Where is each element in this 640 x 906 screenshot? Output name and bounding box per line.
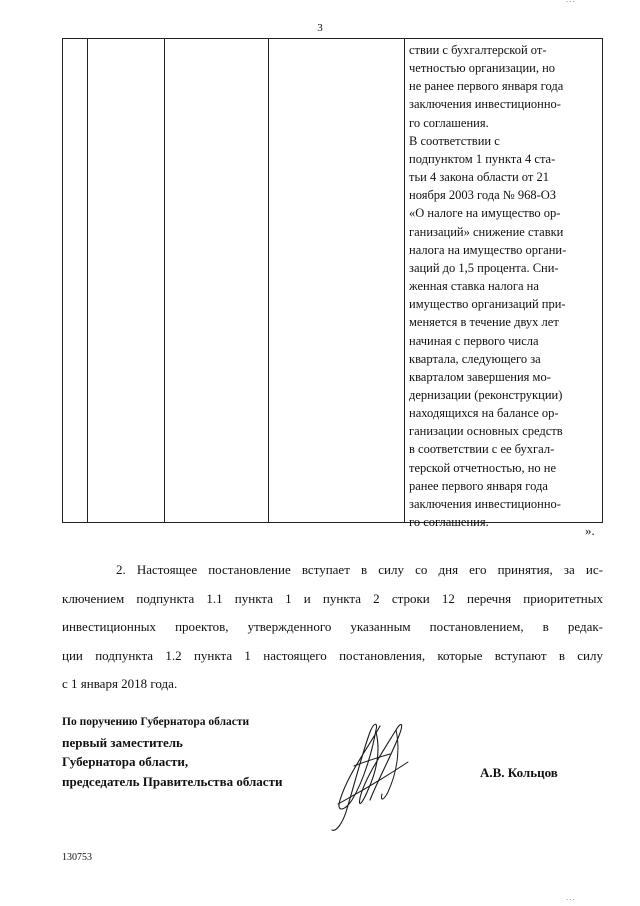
table-cell-line: кварталом завершения мо- <box>409 369 551 384</box>
handwritten-signature <box>318 708 422 836</box>
table-cell-line: женная ставка налога на <box>409 279 539 294</box>
paragraph-line: ключением подпункта 1.1 пункта 1 и пункта 2 строки 12 перечня приоритетных <box>62 590 603 606</box>
table-cell-line: заключения инвестиционно- <box>409 97 561 112</box>
corner-mark-top: ´´´ <box>566 0 576 8</box>
table-cell-line: ганизаций» снижение ставки <box>409 224 564 239</box>
continuation-table <box>62 38 603 530</box>
table-column-divider <box>268 39 269 522</box>
table-cell-line: ганизации основных средств <box>409 424 563 439</box>
table-cell-line: го соглашения. <box>409 515 489 530</box>
signatory-title <box>62 713 282 791</box>
document-code: 130753 <box>62 852 92 863</box>
table-cell-line: не ранее первого января года <box>409 79 564 94</box>
table-cell-line: в соответствии с ее бухгал- <box>409 442 555 457</box>
signatory-title-line: Губернатора области, <box>62 754 189 769</box>
table-cell-line: начиная с первого числа <box>409 333 539 348</box>
table-cell-line: заключения инвестиционно- <box>409 496 561 511</box>
table-cell-line: го соглашения. <box>409 115 489 130</box>
paragraph-line: с 1 января 2018 года. <box>62 676 178 691</box>
signatory-name: А.В. Кольцов <box>480 765 558 780</box>
table-cell-line: «О налоге на имущество ор- <box>409 206 561 221</box>
paragraph-line: ции подпункта 1.2 пункта 1 настоящего постановления, которые вступают в силу <box>62 647 603 663</box>
table-cell-line: дернизации (реконструкции) <box>409 387 563 402</box>
table-cell-line: квартала, следующего за <box>409 351 541 366</box>
corner-mark-bottom: ´´´ <box>566 898 576 906</box>
paragraph-line: 2. Настоящее постановление вступает в силу со дня его принятия, за ис- <box>116 562 603 577</box>
signatory-title-line: первый заместитель <box>62 734 183 750</box>
table-cell-line: четностью организации, но <box>409 61 556 76</box>
table-cell-line: меняется в течение двух лет <box>409 315 559 330</box>
table-cell-line: имущество организаций при- <box>409 297 566 312</box>
signatory-title-line: По поручению Губернатора области <box>62 716 250 728</box>
signatory-title-line: председатель Правительства области <box>62 773 283 789</box>
paragraph-line: инвестиционных проектов, утвержденного указанным постановлением, в редак- <box>62 619 603 634</box>
table-cell-line: терской отчетностью, но не <box>409 460 557 475</box>
table-column-divider <box>404 39 405 522</box>
page-number: 3 <box>317 22 323 34</box>
paragraph-2 <box>62 556 603 699</box>
table-cell-line: находящихся на балансе ор- <box>409 406 559 421</box>
table-cell-line: подпунктом 1 пункта 4 ста- <box>409 151 556 166</box>
table-cell-line: ранее первого января года <box>409 478 548 493</box>
table-cell-line: налога на имущество органи- <box>409 242 567 257</box>
table-cell-line: ствии с бухгалтерской от- <box>409 43 547 57</box>
table-cell-line: тьи 4 закона области от 21 <box>409 170 549 185</box>
table-column-divider <box>164 39 165 522</box>
table-cell-line: ноября 2003 года № 968-ОЗ <box>409 188 557 203</box>
table-cell-text <box>409 41 601 531</box>
table-cell-line: заций до 1,5 процента. Сни- <box>409 260 559 275</box>
table-column-divider <box>87 39 88 522</box>
closing-quote: ». <box>585 523 595 538</box>
table-cell-line: В соответствии с <box>409 133 500 148</box>
